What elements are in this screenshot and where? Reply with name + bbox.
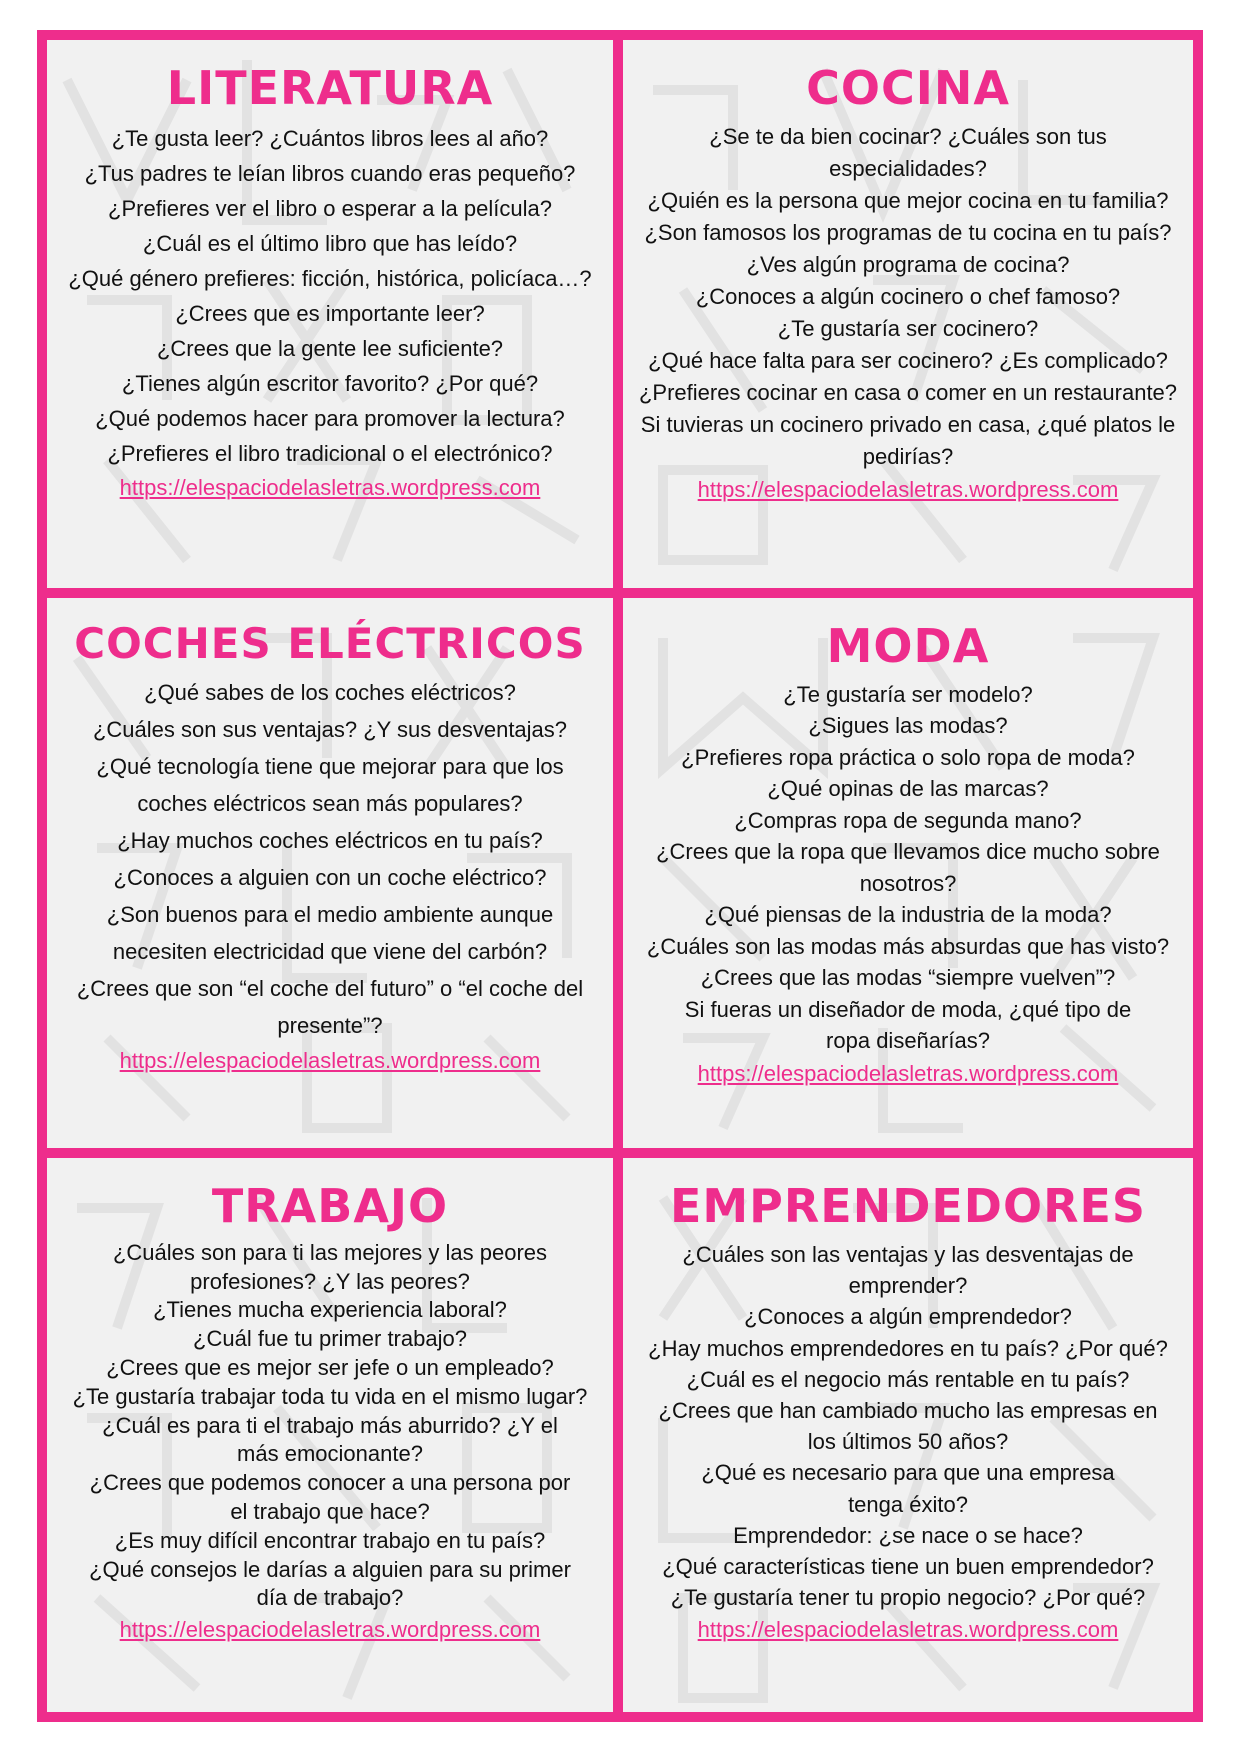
question-item: ¿Crees que son “el coche del futuro” o “el coche del presente”? bbox=[76, 976, 584, 1039]
question-item: ¿Qué consejos le darías a alguien para su primer día de trabajo? bbox=[89, 1556, 571, 1611]
question-item: ¿Conoces a algún cocinero o chef famoso? bbox=[695, 283, 1121, 309]
card-cocina bbox=[623, 40, 1193, 588]
question-item: ¿Crees que es importante leer? bbox=[175, 300, 485, 326]
question-item: ¿Se te da bien cocinar? ¿Cuáles son tus especialidades? bbox=[709, 123, 1107, 181]
question-item: ¿Qué sabes de los coches eléctricos? bbox=[144, 680, 516, 706]
question-item: ¿Cuál es el último libro que has leído? bbox=[142, 230, 518, 256]
website-link[interactable]: https://elespaciodelasletras.wordpress.com bbox=[697, 1617, 1119, 1643]
cards-sheet bbox=[37, 30, 1203, 1722]
question-item: ¿Hay muchos coches eléctricos en tu país? bbox=[117, 828, 543, 854]
question-list bbox=[59, 674, 601, 1044]
question-item: ¿Conoces a alguien con un coche eléctrico? bbox=[113, 865, 547, 891]
card-title: TRABAJO bbox=[211, 1179, 449, 1233]
question-item: ¿Qué podemos hacer para promover la lectura? bbox=[95, 405, 565, 431]
question-item: ¿Prefieres ropa práctica o solo ropa de moda? bbox=[681, 744, 1135, 770]
card-title: MODA bbox=[826, 619, 990, 673]
question-item: ¿Te gustaría trabajar toda tu vida en el mismo lugar? bbox=[72, 1383, 588, 1409]
question-item: Si tuvieras un cocinero privado en casa, ¿qué platos le pedirías? bbox=[640, 411, 1176, 469]
question-item: ¿Cuál es para ti el trabajo más aburrido? ¿Y el más emocionante? bbox=[102, 1412, 558, 1467]
question-item: ¿Qué características tiene un buen emprendedor? bbox=[662, 1553, 1154, 1579]
question-list bbox=[59, 121, 601, 471]
question-item: ¿Te gustaría ser modelo? bbox=[783, 681, 1033, 707]
question-item: ¿Hay muchos emprendedores en tu país? ¿Por qué? bbox=[648, 1335, 1168, 1361]
question-item: ¿Compras ropa de segunda mano? bbox=[734, 807, 1082, 833]
question-item: ¿Quién es la persona que mejor cocina en tu familia? bbox=[647, 187, 1169, 213]
card-title: EMPRENDEDORES bbox=[669, 1179, 1147, 1233]
website-link[interactable]: https://elespaciodelasletras.wordpress.com bbox=[119, 474, 541, 500]
question-list bbox=[635, 679, 1181, 1057]
question-item: ¿Qué tecnología tiene que mejorar para que los coches eléctricos sean más populares? bbox=[96, 754, 564, 817]
question-item: ¿Ves algún programa de cocina? bbox=[746, 251, 1070, 277]
question-item: ¿Tienes mucha experiencia laboral? bbox=[153, 1297, 507, 1323]
question-item: ¿Prefieres cocinar en casa o comer en un restaurante? bbox=[638, 379, 1178, 405]
question-item: ¿Conoces a algún emprendedor? bbox=[744, 1304, 1072, 1330]
website-link[interactable]: https://elespaciodelasletras.wordpress.com bbox=[697, 476, 1119, 502]
question-item: Si fueras un diseñador de moda, ¿qué tipo de ropa diseñarías? bbox=[684, 996, 1132, 1054]
question-item: ¿Crees que la gente lee suficiente? bbox=[156, 335, 504, 361]
card-title: COCHES ELÉCTRICOS bbox=[74, 619, 586, 668]
question-item: ¿Prefieres ver el libro o esperar a la película? bbox=[108, 195, 552, 221]
question-item: ¿Crees que han cambiado mucho las empresas en los últimos 50 años? bbox=[658, 1397, 1158, 1455]
question-item: ¿Crees que la ropa que llevamos dice mucho sobre nosotros? bbox=[656, 839, 1160, 896]
question-item: Emprendedor: ¿se nace o se hace? bbox=[733, 1522, 1083, 1548]
card-moda bbox=[623, 598, 1193, 1148]
question-item: ¿Qué es necesario para que una empresa tenga éxito? bbox=[701, 1460, 1115, 1517]
question-item: ¿Tus padres te leían libros cuando eras pequeño? bbox=[84, 160, 576, 186]
question-item: ¿Cuáles son las ventajas y las desventajas de emprender? bbox=[682, 1241, 1134, 1299]
question-item: ¿Cuál fue tu primer trabajo? bbox=[193, 1326, 467, 1352]
question-item: ¿Te gustaría tener tu propio negocio? ¿Por qué? bbox=[670, 1585, 1146, 1611]
question-item: ¿Crees que las modas “siempre vuelven”? bbox=[700, 965, 1116, 991]
website-link[interactable]: https://elespaciodelasletras.wordpress.com bbox=[697, 1060, 1119, 1086]
question-item: ¿Cuáles son sus ventajas? ¿Y sus desventajas? bbox=[92, 717, 568, 743]
card-emprendedores bbox=[623, 1158, 1193, 1712]
website-link[interactable]: https://elespaciodelasletras.wordpress.com bbox=[119, 1048, 541, 1074]
question-item: ¿Qué género prefieres: ficción, histórica, policíaca…? bbox=[68, 265, 592, 291]
question-item: ¿Tienes algún escritor favorito? ¿Por qué? bbox=[121, 370, 539, 396]
question-item: ¿Te gustaría ser cocinero? bbox=[777, 315, 1039, 341]
question-item: ¿Cuáles son las modas más absurdas que has visto? bbox=[646, 933, 1170, 959]
question-item: ¿Son buenos para el medio ambiente aunque necesiten electricidad que viene del carbón? bbox=[106, 902, 554, 965]
question-list bbox=[635, 1239, 1181, 1613]
question-item: ¿Te gusta leer? ¿Cuántos libros lees al año? bbox=[111, 125, 549, 151]
card-title: COCINA bbox=[806, 61, 1010, 115]
question-item: ¿Qué piensas de la industria de la moda? bbox=[704, 902, 1112, 928]
question-item: ¿Prefieres el libro tradicional o el electrónico? bbox=[107, 440, 553, 466]
question-item: ¿Crees que podemos conocer a una persona por el trabajo que hace? bbox=[89, 1470, 571, 1525]
question-list bbox=[59, 1239, 601, 1613]
question-item: ¿Qué hace falta para ser cocinero? ¿Es complicado? bbox=[648, 347, 1168, 373]
card-trabajo bbox=[47, 1158, 613, 1712]
card-title: LITERATURA bbox=[166, 61, 494, 115]
question-list bbox=[635, 121, 1181, 473]
question-item: ¿Qué opinas de las marcas? bbox=[767, 776, 1049, 802]
question-item: ¿Cuál es el negocio más rentable en tu país? bbox=[686, 1366, 1130, 1392]
question-item: ¿Cuáles son para ti las mejores y las peores profesiones? ¿Y las peores? bbox=[112, 1239, 548, 1294]
question-item: ¿Sigues las modas? bbox=[808, 713, 1008, 739]
question-item: ¿Es muy difícil encontrar trabajo en tu país? bbox=[114, 1527, 546, 1553]
question-item: ¿Son famosos los programas de tu cocina en tu país? bbox=[644, 219, 1172, 245]
website-link[interactable]: https://elespaciodelasletras.wordpress.com bbox=[119, 1617, 541, 1643]
card-literatura bbox=[47, 40, 613, 588]
question-item: ¿Crees que es mejor ser jefe o un empleado? bbox=[106, 1355, 554, 1381]
card-coches-electricos bbox=[47, 598, 613, 1148]
